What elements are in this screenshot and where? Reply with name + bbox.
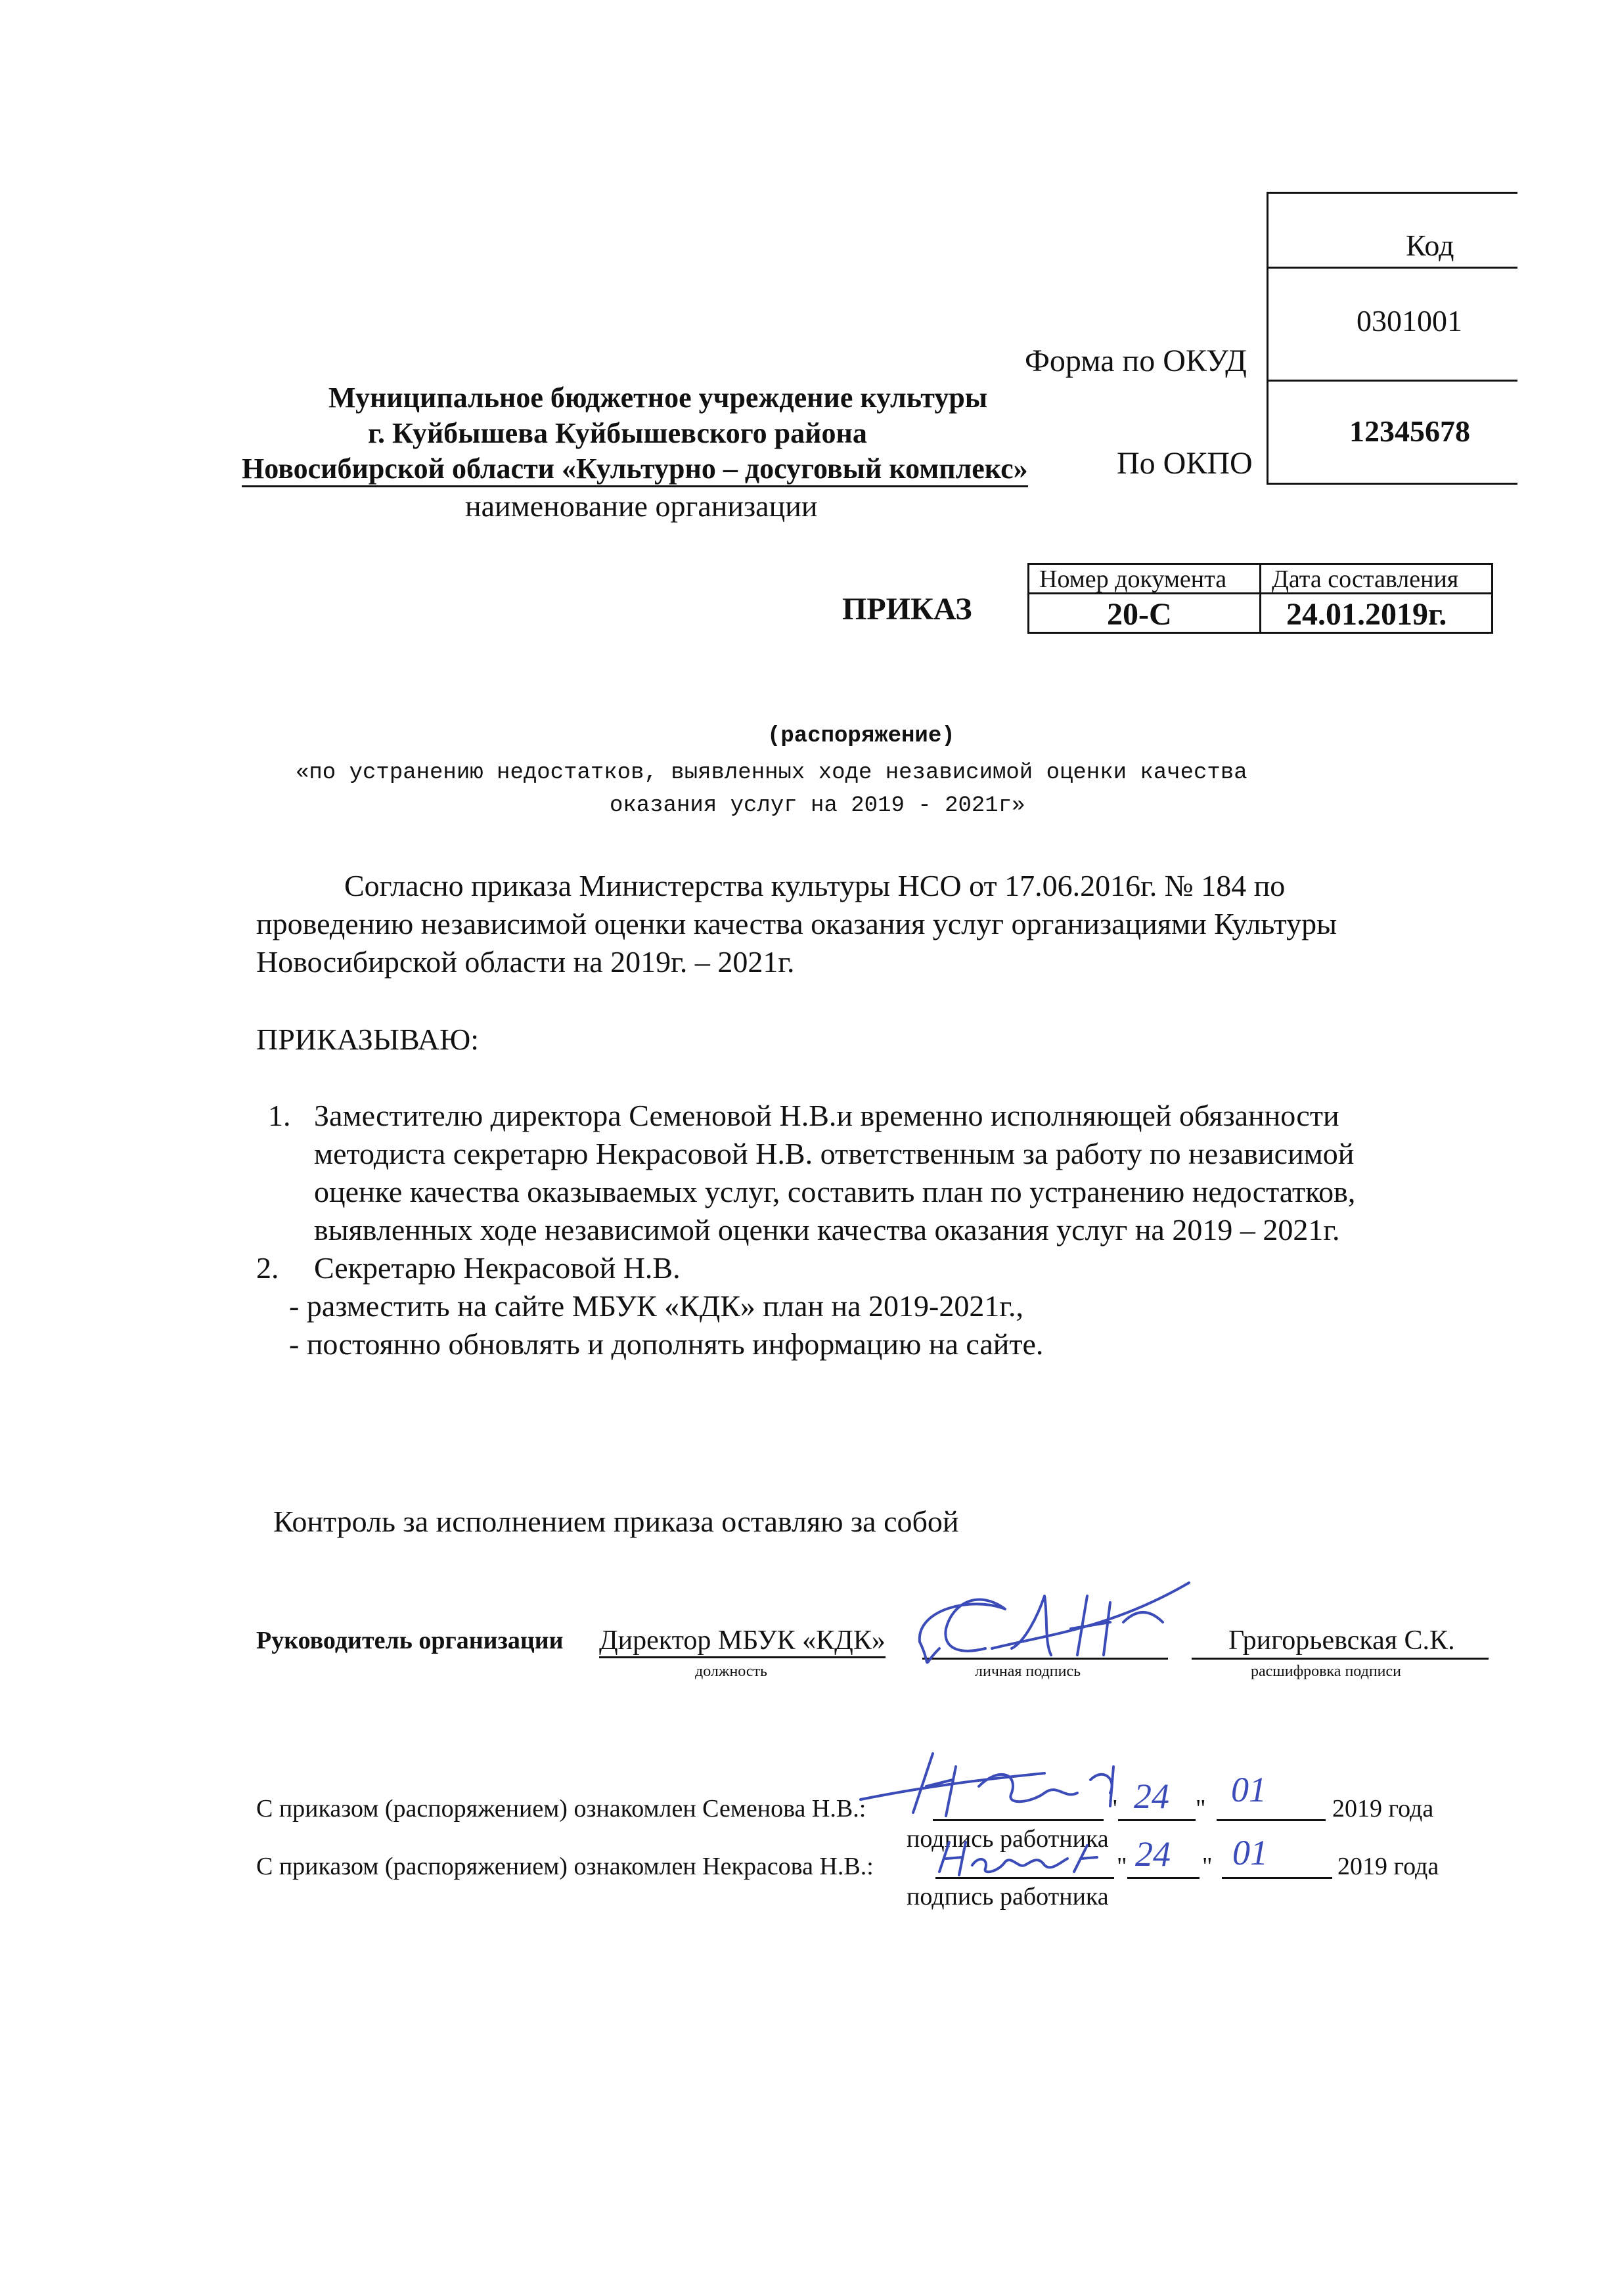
order-subtitle: (распоряжение)	[767, 724, 955, 749]
signer-name: Григорьевская С.К.	[1228, 1625, 1455, 1656]
handwritten-month: 01	[1231, 1770, 1267, 1809]
item-line: методиста секретарю Некрасовой Н.В. ответственным за работу по независимой	[314, 1137, 1355, 1170]
doc-number-header: Номер документа	[1039, 565, 1227, 593]
item-line: Заместителю директора Семеновой Н.В.и временно исполняющей обязанности	[314, 1099, 1339, 1132]
intro-line: Новосибирской области на 2019г. – 2021г.	[256, 945, 795, 979]
year: 2019 года	[1332, 1795, 1434, 1822]
day-line	[1127, 1877, 1200, 1879]
doc-table-divider	[1259, 563, 1261, 634]
intro-line: проведению независимой оценки качества оказания услуг организациями Культуры	[256, 907, 1337, 940]
code-header: Код	[1406, 229, 1454, 262]
okud-value: 0301001	[1357, 304, 1462, 338]
acquaintance-text: С приказом (распоряжением) ознакомлен Семенова Н.В.:	[256, 1795, 866, 1822]
name-caption: расшифровка подписи	[1251, 1663, 1402, 1680]
item-line: выявленных ходе независимой оценки качества оказания услуг на 2019 – 2021г.	[314, 1213, 1340, 1247]
organization-line: г. Куйбышева Куйбышевского района	[368, 417, 867, 449]
doc-number: 20-С	[1107, 597, 1172, 632]
item-number: 2.	[256, 1251, 279, 1285]
organization-line: Новосибирской области «Культурно – досуговый комплекс»	[242, 452, 1028, 487]
code-table-top-border	[1267, 192, 1517, 194]
handwritten-day: 24	[1134, 1777, 1169, 1816]
doc-date: 24.01.2019г.	[1286, 597, 1447, 632]
name-line	[1192, 1658, 1489, 1660]
item-subline: - постоянно обновлять и дополнять информацию на сайте.	[289, 1327, 1044, 1361]
doc-date-header: Дата составления	[1272, 565, 1459, 593]
item-number: 1.	[268, 1099, 291, 1132]
code-table-divider	[1267, 267, 1517, 269]
semenova-handwritten-signature	[847, 1740, 1176, 1832]
order-word: ПРИКАЗЫВАЮ:	[256, 1023, 480, 1056]
acquaintance-text: С приказом (распоряжением) ознакомлен Некрасова Н.В.:	[256, 1853, 874, 1880]
quote: "	[1117, 1853, 1127, 1880]
quote: "	[1108, 1795, 1118, 1822]
quote: "	[1202, 1853, 1213, 1880]
acquaintance-caption: подпись работника	[907, 1825, 1109, 1853]
handwritten-day: 24	[1135, 1834, 1171, 1874]
month-line	[1222, 1877, 1332, 1879]
acquaintance-caption: подпись работника	[907, 1883, 1109, 1910]
code-table-left-border	[1267, 192, 1268, 485]
nekrasova-handwritten-signature	[933, 1832, 1130, 1891]
handwritten-month: 01	[1232, 1833, 1268, 1872]
month-line	[1217, 1819, 1326, 1821]
order-subject-line: оказания услуг на 2019 - 2021г»	[610, 793, 1025, 818]
quote: "	[1196, 1795, 1206, 1822]
role-label: Руководитель организации	[256, 1627, 564, 1654]
position: Директор МБУК «КДК»	[599, 1625, 886, 1658]
organization-line: Муниципальное бюджетное учреждение культуры	[328, 382, 988, 414]
intro-line: Согласно приказа Министерства культуры НСО от 17.06.2016г. № 184 по	[344, 869, 1286, 902]
sign-caption: личная подпись	[975, 1663, 1081, 1680]
item-line: оценке качества оказываемых услуг, составить план по устранению недостатков,	[314, 1175, 1356, 1208]
okpo-value: 12345678	[1349, 414, 1470, 448]
okpo-label: По ОКПО	[1117, 446, 1253, 481]
director-handwritten-signature	[913, 1570, 1196, 1675]
order-title: ПРИКАЗ	[842, 592, 972, 627]
order-subject-line: «по устранению недостатков, выявленных ходе независимой оценки качества	[296, 761, 1247, 785]
organization-caption: наименование организации	[465, 489, 818, 523]
position-caption: должность	[695, 1663, 767, 1680]
code-table-bottom-border	[1267, 483, 1517, 485]
item-subline: - разместить на сайте МБУК «КДК» план на 2019-2021г.,	[289, 1289, 1024, 1323]
year: 2019 года	[1337, 1853, 1439, 1880]
item-line: Секретарю Некрасовой Н.В.	[314, 1251, 681, 1285]
okud-label: Форма по ОКУД	[1025, 343, 1247, 378]
control-line: Контроль за исполнением приказа оставляю за собой	[273, 1505, 959, 1538]
code-table-divider	[1267, 380, 1517, 382]
